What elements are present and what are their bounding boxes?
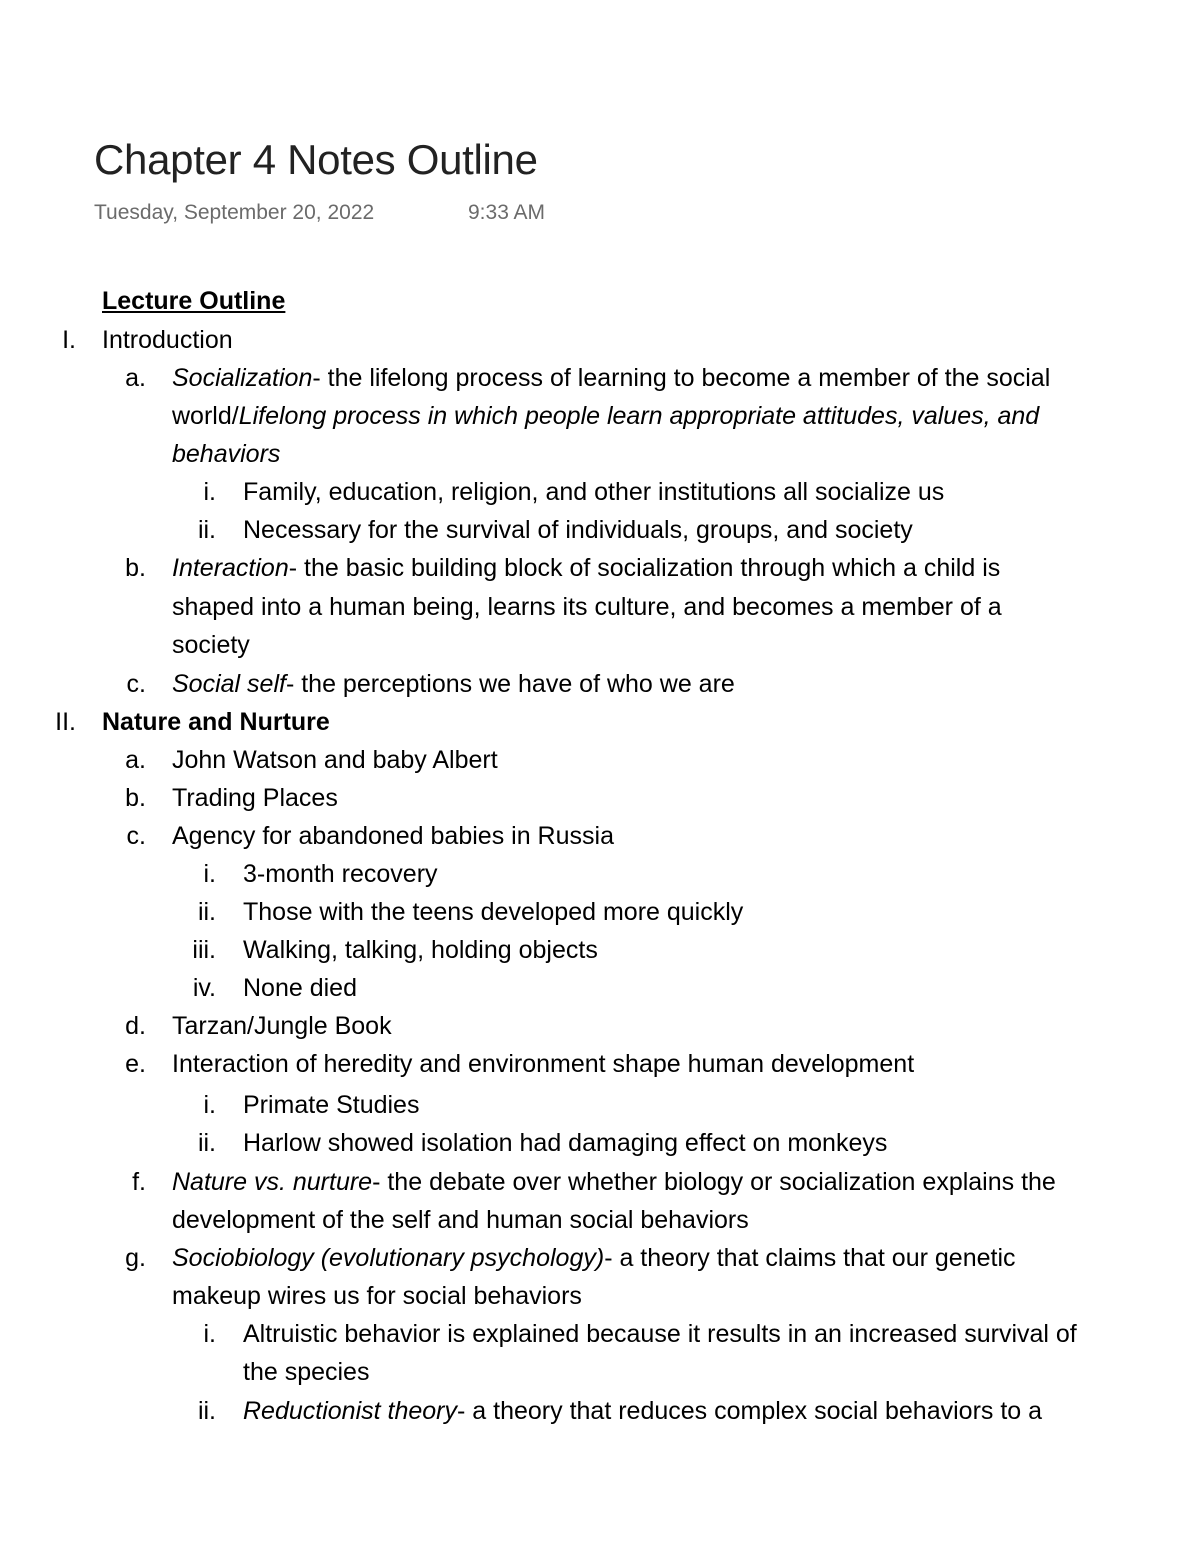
outline-text: Interaction of heredity and environment shape human development (172, 1050, 915, 1078)
outline-text: shaped into a human being, learns its culture, and becomes a member of a (172, 593, 1002, 621)
outline-marker: i. (203, 860, 216, 888)
outline-marker: i. (203, 1091, 216, 1119)
outline-text: Altruistic behavior is explained because it results in an increased survival of (243, 1320, 1077, 1348)
outline-marker: c. (126, 822, 146, 850)
outline-text: society (172, 631, 250, 659)
outline-marker: a. (125, 364, 146, 392)
outline-text: makeup wires us for social behaviors (172, 1282, 582, 1310)
outline-marker: b. (125, 554, 146, 582)
outline-text: - a theory that claims that our genetic (604, 1244, 1016, 1272)
page-time: 9:33 AM (468, 201, 546, 224)
outline-term: Interaction (172, 554, 289, 582)
outline-marker: ii. (197, 1129, 216, 1157)
outline-text: - the lifelong process of learning to become a member of the social (312, 364, 1051, 392)
outline-marker: i. (203, 1320, 216, 1348)
outline-text: Tarzan/Jungle Book (172, 1012, 392, 1040)
outline-text: None died (243, 974, 357, 1002)
outline-italic-text: Lifelong process in which people learn appropriate attitudes, values, and (238, 402, 1040, 430)
outline-text: Nature and Nurture (102, 708, 330, 736)
outline-text: 3-month recovery (243, 860, 438, 888)
outline-marker: i. (203, 478, 216, 506)
outline-term: Socialization (172, 364, 313, 392)
outline-marker: ii. (197, 898, 216, 926)
outline-italic-text: behaviors (172, 440, 281, 468)
outline-text: Introduction (102, 326, 233, 354)
outline-marker: ii. (197, 1397, 216, 1425)
outline-text: Those with the teens developed more quickly (243, 898, 744, 926)
outline-term: Social self (172, 670, 286, 698)
outline-marker: e. (125, 1050, 146, 1078)
page-title: Chapter 4 Notes Outline (94, 136, 538, 183)
outline-text: - the basic building block of socialization through which a child is (288, 554, 1001, 582)
outline-text: Necessary for the survival of individuals, groups, and society (243, 516, 913, 544)
outline-marker: ii. (197, 516, 216, 544)
outline-text: Primate Studies (243, 1091, 420, 1119)
outline-text: the species (243, 1358, 370, 1386)
outline-text: Trading Places (172, 784, 338, 812)
outline-marker: iv. (192, 974, 216, 1002)
outline-marker: II. (55, 708, 76, 736)
outline-text: John Watson and baby Albert (172, 746, 498, 774)
outline-text: Harlow showed isolation had damaging effect on monkeys (243, 1129, 888, 1157)
outline-marker: g. (125, 1244, 146, 1272)
outline-marker: a. (125, 746, 146, 774)
outline-text: Agency for abandoned babies in Russia (172, 822, 614, 850)
outline-text: world/ (172, 402, 239, 430)
outline-marker: iii. (192, 936, 216, 964)
outline-text: Family, education, religion, and other institutions all socialize us (243, 478, 945, 506)
outline-marker: f. (132, 1168, 146, 1196)
section-heading: Lecture Outline (102, 287, 286, 315)
outline-marker: c. (126, 670, 146, 698)
outline-text: - a theory that reduces complex social behaviors to a (457, 1397, 1043, 1425)
outline-marker: I. (62, 326, 76, 354)
outline-term: Reductionist theory (243, 1397, 458, 1425)
outline-marker: b. (125, 784, 146, 812)
outline-term: Sociobiology (evolutionary psychology) (172, 1244, 605, 1272)
outline-text: Walking, talking, holding objects (243, 936, 598, 964)
outline-term: Nature vs. nurture (172, 1168, 373, 1196)
page-date: Tuesday, September 20, 2022 (94, 201, 375, 224)
outline-text: - the debate over whether biology or socialization explains the (372, 1168, 1056, 1196)
outline-marker: d. (125, 1012, 146, 1040)
outline-text: development of the self and human social behaviors (172, 1206, 749, 1234)
outline-text: - the perceptions we have of who we are (285, 670, 735, 698)
